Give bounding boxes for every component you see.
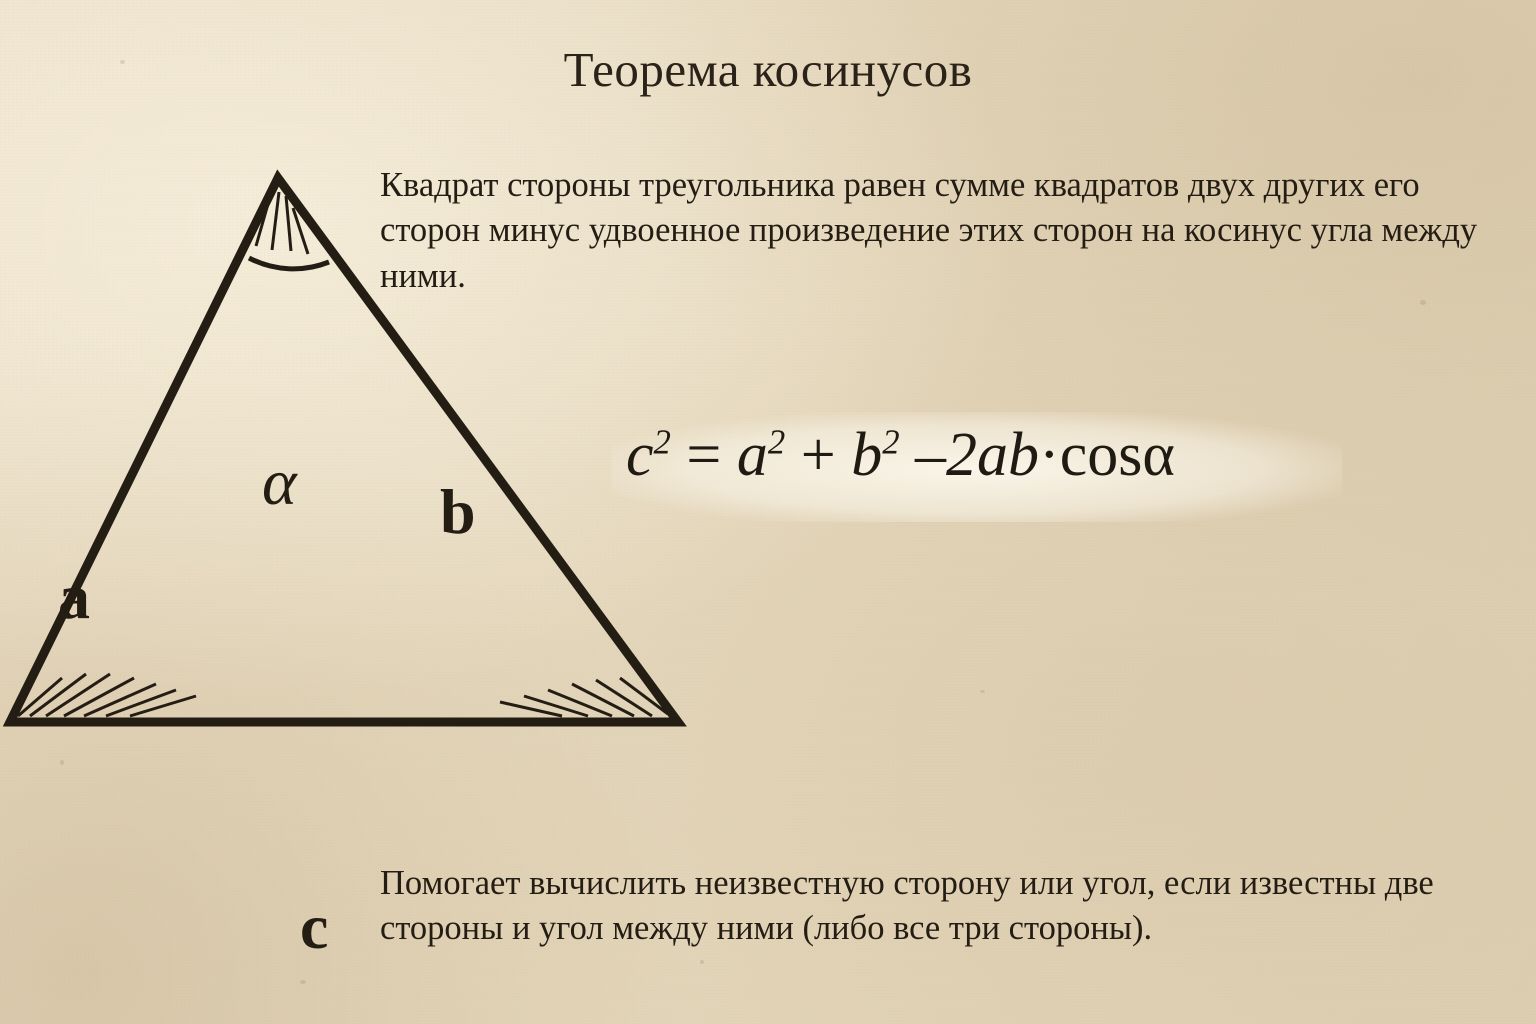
page-title: Теорема косинусов: [563, 41, 973, 97]
formula-expression: $c^2 = a^2 + b^2$ –2ab·cosα: [626, 421, 1175, 489]
triangle-label-side-b: b: [440, 476, 476, 547]
theorem-application-text: Помогает вычислить неизвестную сторону или угол, если известны две стороны и угол между ними (либо все три стороны).: [380, 863, 1434, 948]
apex-angle-arc: [249, 258, 329, 269]
left-corner-hatching: [18, 674, 196, 716]
paper-speck: [980, 690, 985, 693]
paper-speck: [300, 980, 306, 984]
triangle-label-angle-alpha: α: [262, 446, 297, 519]
triangle-label-side-a: a: [58, 561, 90, 632]
paper-speck: [1420, 300, 1426, 305]
paper-speck: [700, 960, 704, 964]
law-of-cosines-formula: [612, 412, 1342, 522]
right-corner-hatching: [500, 678, 668, 716]
triangle-label-side-c: c: [300, 891, 329, 962]
triangle-outline-path: [10, 178, 678, 722]
theorem-statement-text: Квадрат стороны треугольника равен сумме квадратов двух других его сторон минус удвоенное произведение этих сторон на косинус угла между ними.: [380, 165, 1478, 296]
